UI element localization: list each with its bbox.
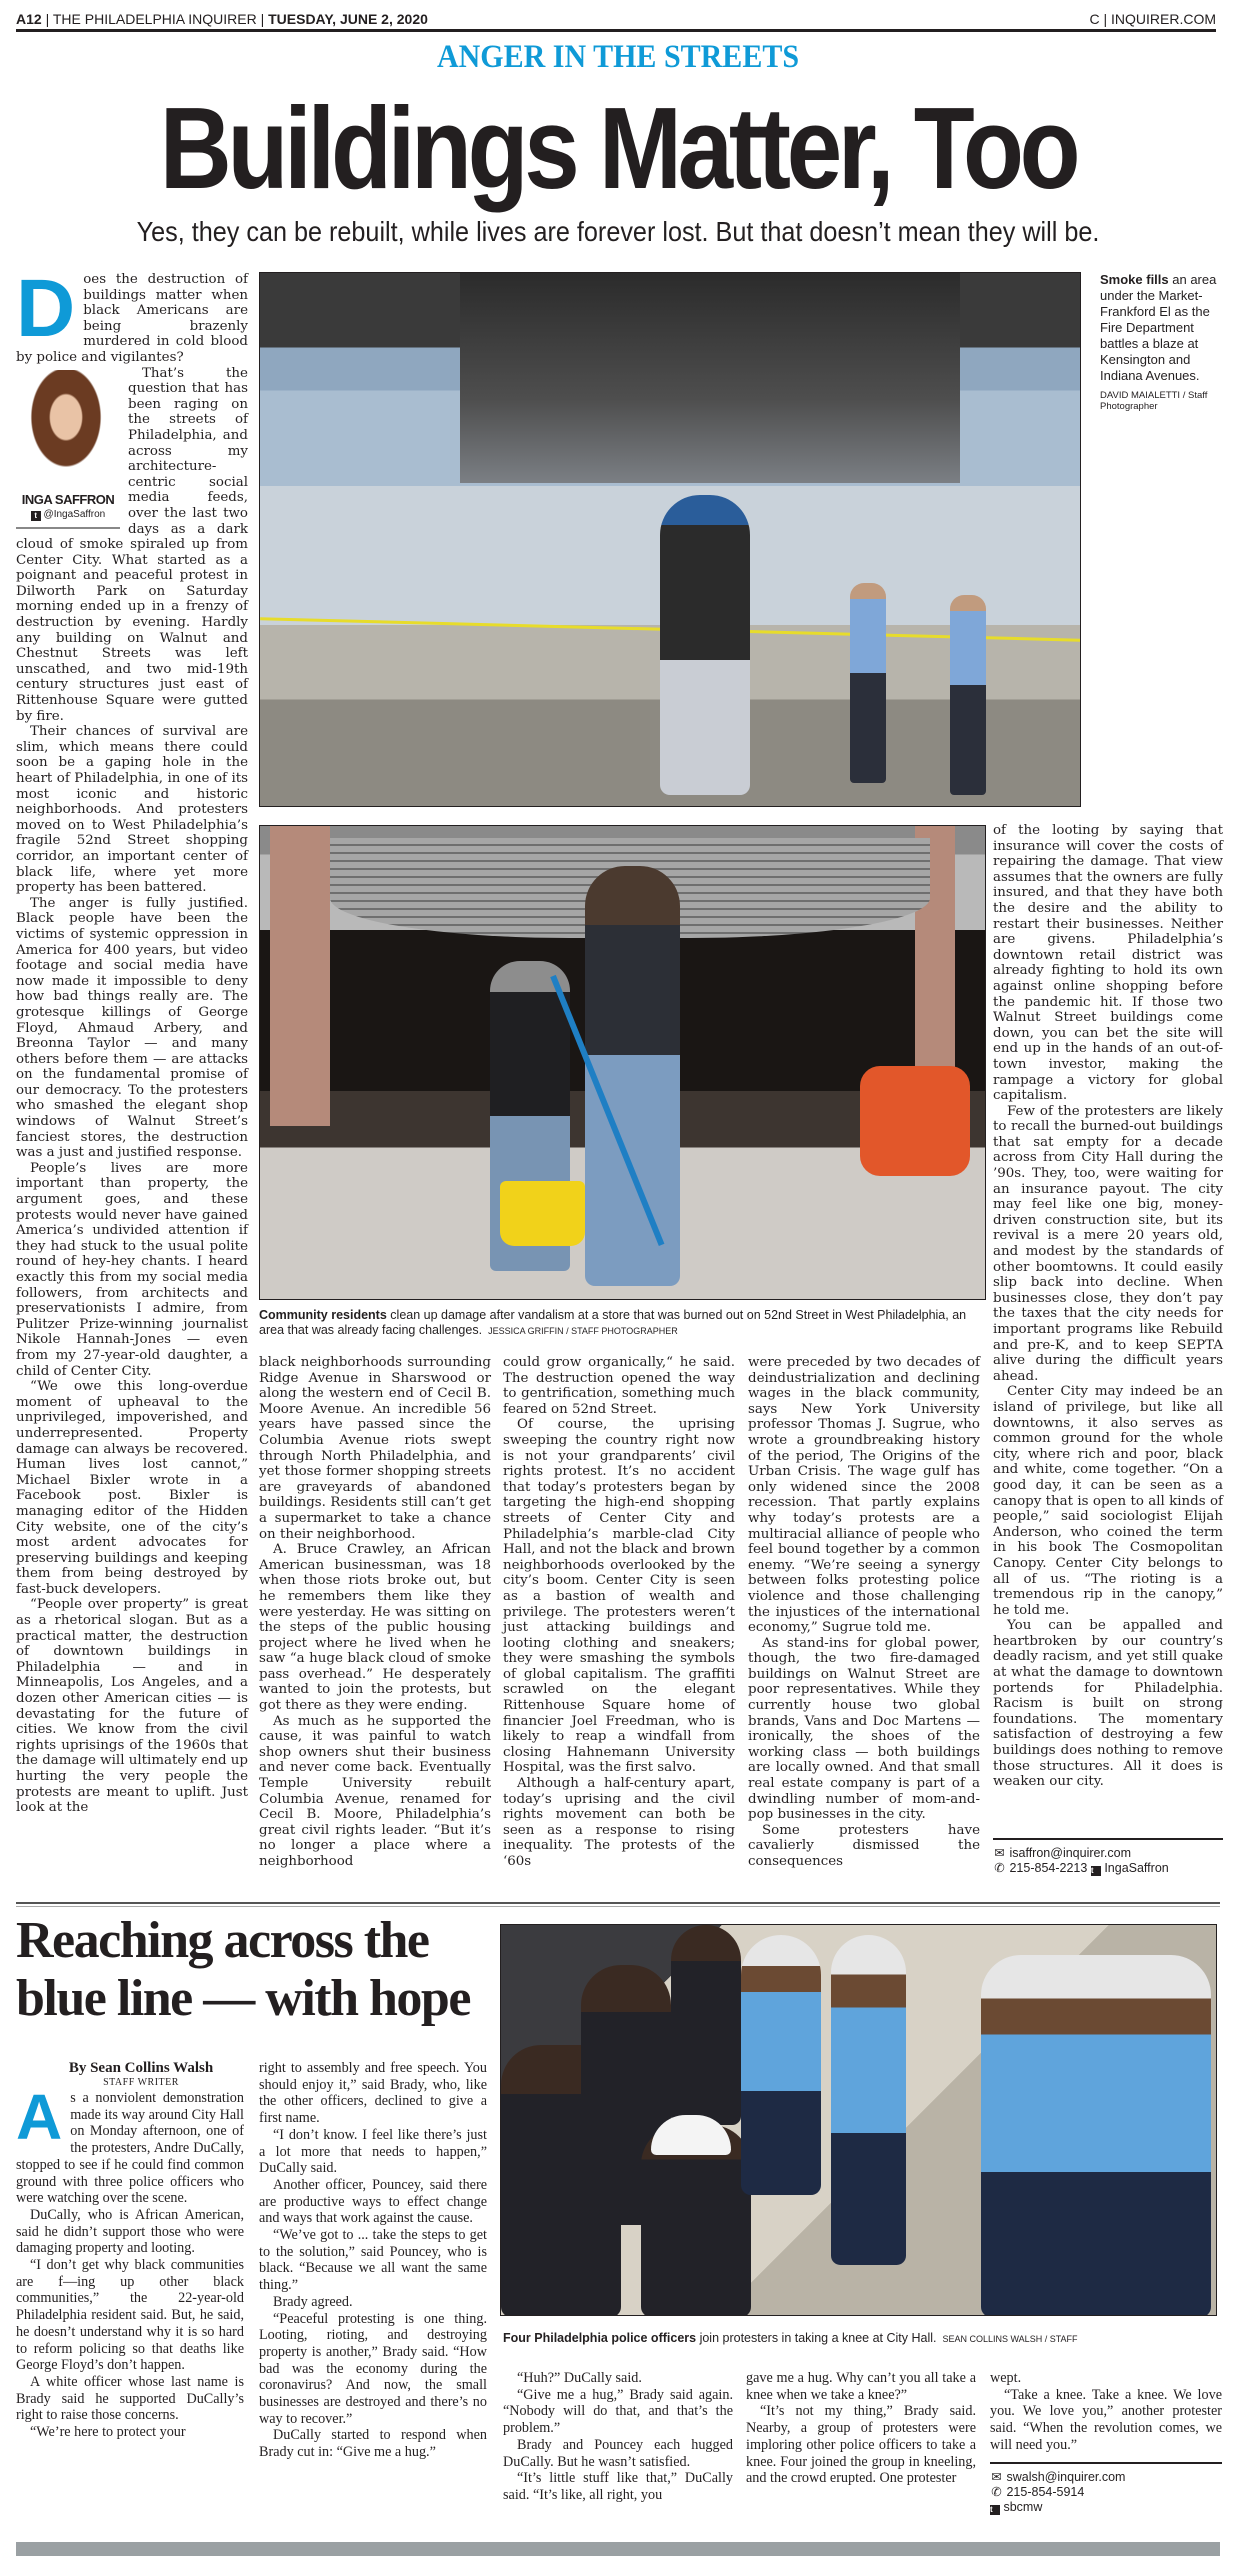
officers-kneeling-photo [500, 1924, 1217, 2316]
story2-column-1: As a nonviolent demonstration made its way around City Hall on Monday afternoon, one of the protesters, Andre DuCally, stopped to see if he could find common ground with three police officers who were watching over the scene. DuCally, who is African American, said he didn’t support those who were damaging property and looting. “I don’t get why black communities are f—ing up other black communities,” the 22-year-old Philadelphia resident said. But, he said, he doesn’t understand why it is so hard to reform policing so that deaths like George Floyd’s don’t happen. A white officer whose last name is Brady said he supported DuCally’s right to raise those concerns. “We’re here to protect your [16, 2081, 244, 2441]
storefront-cleanup-photo [259, 825, 986, 1300]
byline [56, 2060, 226, 2088]
resident-figure [585, 866, 680, 1286]
story2-column-5: wept. “Take a knee. Take a knee. We love you. We love you,” another protester said. “When the revolution comes, we will need you.” [990, 2370, 1222, 2453]
author-name: INGA SAFFRON [21, 491, 115, 507]
officer-figure [831, 1935, 906, 2265]
twitter-icon: t [990, 2505, 1000, 2515]
story2-column-4: gave me a hug. Why can’t you all take a knee when we take a knee?” “It’s not my thing,” Brady said. Nearby, a group of protesters were imploring other police officers to take a knee. Four joined the group in kneeling, and the crowd erupted. One protester [746, 2370, 976, 2487]
dustpan [500, 1181, 585, 1246]
story2-column-2: right to assembly and free speech. You should enjoy it,” said Brady, who, like the other officers, declined to give a first name. “I don’t know. I feel like there’s just a lot more that needs to happen,” DuCally said. Another officer, Pouncey, said there are productive ways to effect change and ways that work against the cause. “We’ve got to ... take the steps to get to the solution,” said Pouncey, who is black. “Because we all want the same thing.” Brady agreed. “Peaceful protesting is one thing. Looting, rioting, and destroying property is another,” Brady said. “How bad was the economy during the coronavirus? And now, the small businesses are destroyed and there’s no way to recover.” DuCally started to respond when Brady cut in: “Give me a hug.” [259, 2060, 487, 2461]
photo-credit: JESSICA GRIFFIN / STAFF PHOTOGRAPHER [488, 1326, 678, 1336]
headline-dek: Yes, they can be rebuilt, while lives are forever lost. But that doesn’t mean they will be. [136, 216, 1100, 247]
author-twitter[interactable]: IngaSaffron [1104, 1861, 1169, 1875]
reporter-phone: 215-854-5914 [1006, 2485, 1085, 2499]
story1-column-2: black neighborhoods surrounding Ridge Avenue in Sharswood or along the western end of Cecil B. Moore Avenue. An incredible 56 years have passed since the Columbia Avenue riots swept through North Philadelphia, and yet those former shopping streets are graveyards of abandoned buildings. Residents still can’t get a supermarket to take a chance on their neighborhood. A. Bruce Crawley, an African American businessman, was 18 when those riots broke out, but he remembers them like they were yesterday. He was sitting on the steps of the public housing project where he lived when he saw “a huge black cloud of smoke pass overhead.” He desperately wanted to join the protests, but got there as they were ending. As much as he supported the cause, it was painful to watch shop owners shut their business and never come back. Eventually Temple University rebuilt Columbia Avenue, renamed for Cecil B. Moore, Philadelphia’s great civil rights leader. “But it’s no longer a place where a neighborhood [259, 1355, 491, 1869]
publication-date: TUESDAY, JUNE 2, 2020 [268, 11, 428, 27]
divider [16, 527, 120, 529]
story2-column-3: “Huh?” DuCally said. “Give me a hug,” Brady said again. “Nobody will do that, and that’s the problem.” Brady and Pouncey each hugged DuCally. But he wasn’t satisfied. “It’s little stuff like that,” DuCally said. “It’s like, all right, you [503, 2370, 733, 2503]
page-folio [16, 10, 1216, 32]
photo2-caption: Community residents clean up damage after vandalism at a store that was burned out on 52nd Street in West Philadelphia, an area that was already facing challenges. JESSICA GRIFFIN / STAFF PHOTOGRAPHER [259, 1308, 967, 1337]
section-divider [16, 1902, 1220, 1907]
story1-column-5: of the looting by saying that insurance will cover the costs of repairing the damage. That view assumes that the owners are fully insured, and that they have both the desire and the ability to restart their businesses. Neither are givens. Philadelphia’s downtown retail district was already fighting to hold its own against online shopping before the pandemic hit. If those two Walnut Street buildings come down, you can bet the site will end up in the hands of an out-of-town investor, making the rampage a victory for global capitalism. Few of the protesters are likely to recall the burned-out buildings that sat empty for a decade across from City Hall during the ’90s. They, too, were waiting for an insurance payout. The city may feel like one big, money-driven construction site, but its revival is a mere 20 years old, and modest by the standards of other boomtowns. It could easily slip back into decline. When businesses close, they don’t pay the taxes that the city needs for important programs like Rebuild and pre-K, and to keep SEPTA alive during the difficult years ahead. Center City may indeed be an island of privilege, but like all downtowns, it also serves as common ground for the whole city, where rich and poor, black and white, come together. “On a good day, it can be seen as a canopy that is open to all kinds of people,” said sociologist Elijah Anderson, who coined the term in his book The Cosmopolitan Canopy. Center City belongs to all of us. “The rioting is a tremendous rip in the canopy,” he told me. You can be appalled and heartbroken by our country’s deadly racism, and yet still quake at what the damage to downtown portends for Philadelphia. Racism is built on strong foundations. The momentary satisfaction of destroying a few buildings does nothing to remove those structures. All it does is weaken our city. [993, 823, 1223, 1790]
edition-letter: C [1089, 11, 1100, 27]
story1-column-1 [16, 263, 248, 1816]
folio-left: A12 | THE PHILADELPHIA INQUIRER | TUESDAY, JUNE 2, 2020 [16, 11, 428, 27]
paragraph: People’s lives are more important than property, the argument goes, and these protests would never have gained America’s undivided attention if they had stuck to the usual polite round of hey-hey chants. I heard exactly this from my social media followers, from architects and preservationists I admire, from Pulitzer Prize-winning journalist Nikole Hannah-Jones — even from my 27-year-old daughter, a child of Center City. [16, 1160, 248, 1379]
photo1-caption: Smoke fills an area under the Market-Frankford El as the Fire Department battles a blaze at Kensington and Indiana Avenues. DAVID MAIALETTI / Staff Photographer [1100, 272, 1226, 412]
running-man [660, 495, 750, 795]
protester-figure [671, 1925, 741, 2125]
author-handle: t @IngaSaffron [16, 507, 120, 523]
officer-figure [950, 595, 986, 795]
fire-under-el-photo [259, 272, 1081, 807]
pillar [270, 826, 330, 1126]
main-headline: Buildings Matter, Too [159, 83, 1077, 213]
story2-headline: Reaching across the blue line — with hope [16, 1912, 470, 2027]
drop-cap: D [16, 263, 76, 354]
section-kicker: ANGER IN THE STREETS [436, 38, 800, 75]
author-contact [993, 1838, 1223, 1876]
author-photo [16, 370, 116, 488]
reporter-email[interactable]: swalsh@inquirer.com [1006, 2470, 1126, 2484]
paragraph: Their chances of survival are slim, which means there could soon be a gaping hole in the heart of Philadelphia, in one of its most iconic and historic neighborhoods. And protesters moved on to West Philadelphia’s fragile 52nd Street shopping corridor, an important center of black life, where yet more property has been battered. [16, 724, 248, 896]
folio-right: C | INQUIRER.COM [1089, 11, 1216, 27]
paragraph: “People over property” is great as a rhetorical slogan. But as a practical matter, the destruction of downtown buildings in Philadelphia — and in Minneapolis, Los Angeles, and a dozen other American cities — is devastating for the future of cities. We know from the civil rights uprisings of the 1960s that the damage will ultimately end up hurting the very people the protests are meant to uplift. Just look at the [16, 1597, 248, 1816]
officer-figure [850, 583, 886, 783]
phone-icon: ✆ [994, 1861, 1005, 1875]
officer-figure [981, 1955, 1211, 2316]
reporter-contact [990, 2462, 1222, 2515]
twitter-icon: t [1091, 1866, 1101, 1876]
page-bottom-bar [16, 2542, 1220, 2556]
photo-credit: SEAN COLLINS WALSH / STAFF [942, 2334, 1078, 2344]
author-email[interactable]: isaffron@inquirer.com [1009, 1846, 1132, 1860]
divider [990, 2462, 1222, 2464]
photo-credit: DAVID MAIALETTI / Staff Photographer [1100, 390, 1208, 412]
paragraph: That’s the question that has been raging on the streets of Philadelphia, and across my architecture-centric social media feeds, over the last two days as a dark cloud of smoke spiraled up from Center City. What started as a poignant and peaceful protest in Dilworth Park on Saturday morning ended up in a frenzy of destruction by evening. Hardly any building on Walnut and Chestnut Streets was left unscathed, and two mid-19th century structures just east of Rittenhouse Square were gutted by fire. [16, 365, 248, 724]
byline-name: By Sean Collins Walsh [68, 2060, 214, 2076]
twitter-icon: t [31, 511, 41, 521]
columnist-mug [16, 370, 120, 529]
paragraph: “We owe this long-overdue moment of upheaval to the unprivileged, impoverished, and underrepresented. Property damage can always be recovered. Human lives lost cannot,” Michael Bixler wrote in a Facebook post. Bixler is managing editor of the Hidden City website, one of the city’s most ardent advocates for preserving buildings and keeping them from being destroyed by fast-buck developers. [16, 1379, 248, 1597]
officer-figure [741, 1935, 821, 2195]
reporter-twitter[interactable]: sbcmw [1003, 2500, 1043, 2514]
drop-cap: A [16, 2081, 63, 2153]
lead-paragraph: Does the destruction of buildings matter when black Americans are being brazenly murdered in cold blood by police and vigilantes? [16, 263, 248, 365]
email-icon: ✉ [994, 1846, 1005, 1860]
email-icon: ✉ [991, 2470, 1002, 2484]
page-number: A12 [16, 11, 42, 27]
byline-role: STAFF WRITER [103, 2077, 179, 2088]
story1-column-4: were preceded by two decades of deindustrialization and declining wages in the black community, says New York University professor Thomas J. Sugrue, who wrote a groundbreaking history of the period, The Origins of the Urban Crisis. The wage gulf has only widened since the 2008 recession. That partly explains why today’s protests are a multiracial alliance of people who feel bound together by a common enemy. “We’re seeing a synergy between folks protesting police violence and those challenging the injustices of the international economy,” Sugrue told me. As stand-ins for global power, though, the two fire-damaged buildings on Walnut Street are poor representatives. While they currently house two global brands, Vans and Doc Martens — ironically, the shoes of the working class — both buildings are locally owned. And that small real estate company is part of a dwindling number of mom-and-pop businesses in the city. Some protesters have cavalierly dismissed the consequences [748, 1355, 980, 1869]
orange-tarp [860, 1066, 970, 1176]
elevated-track [460, 273, 960, 483]
paragraph: The anger is fully justified. Black people have been the victims of systemic oppression in America for 400 years, but video footage and social media have now made it impossible to deny how bad things really are. The grotesque killings of George Floyd, Ahmaud Arbery, and Breonna Taylor — and many others before them — are attacks on the fundamental promise of our democracy. To the protesters who smashed the elegant shop windows of Walnut Street’s fanciest stores, the destruction was a just and justified response. [16, 895, 248, 1161]
paper-name: THE PHILADELPHIA INQUIRER [52, 11, 257, 27]
photo3-caption: Four Philadelphia police officers join protesters in taking a knee at City Hall. SEAN COLLINS WALSH / STAFF [503, 2331, 1078, 2345]
phone-icon: ✆ [991, 2485, 1002, 2499]
divider [993, 1838, 1223, 1840]
author-phone: 215-854-2213 [1009, 1861, 1088, 1875]
story1-column-3: could grow organically,“ he said. The destruction opened the way to gentrification, something much feared on 52nd Street. Of course, the uprising sweeping the country right now is not your grandparents’ civil rights protest. It’s no accident that today’s protesters began by targeting the high-end shopping streets of Center City and Philadelphia’s marble-clad City Hall, and not the black and brown neighborhoods overlooked by the city’s boom. Center City is seen as a bastion of wealth and privilege. The protesters weren’t just attacking buildings and looting clothing and sneakers; they were smashing the symbols of global capitalism. The graffiti scrawled on the elegant Rittenhouse Square home of financier Joel Freedman, who is likely to reap a windfall from closing Hahnemann University Hospital, was the first salvo. Although a half-century apart, today’s uprising and the civil rights movement can both be seen as a response to rising inequality. The protests of the ‘60s [503, 1355, 735, 1869]
site-name: INQUIRER.COM [1111, 11, 1216, 27]
